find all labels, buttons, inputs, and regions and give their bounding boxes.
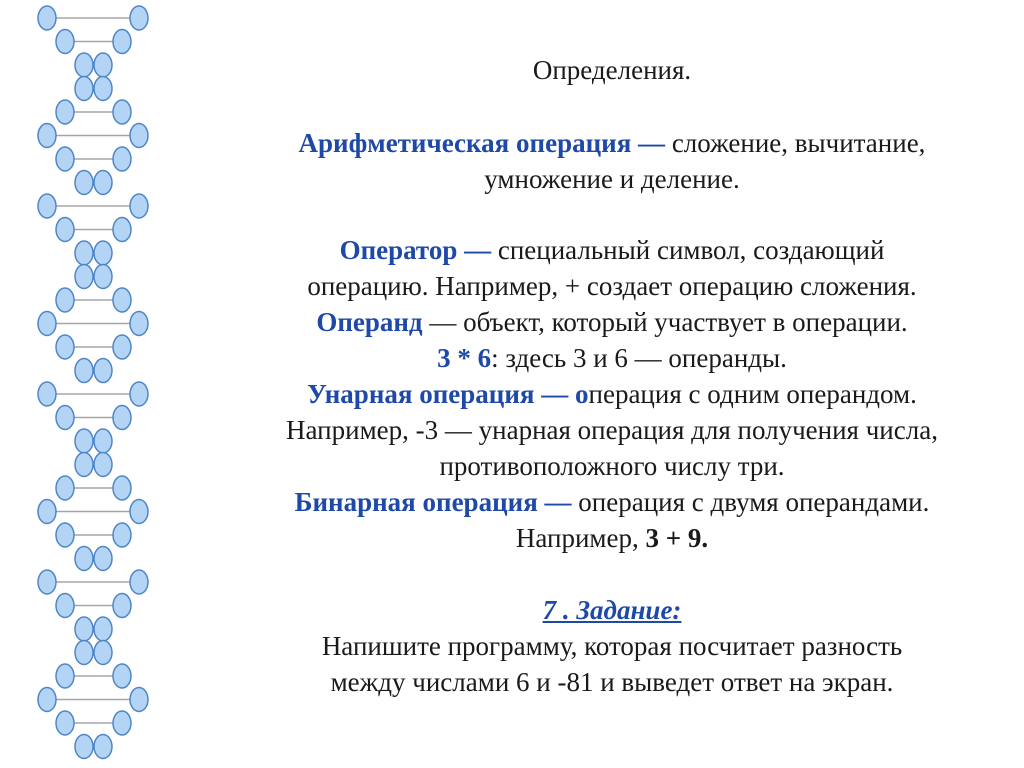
helix-node <box>56 30 74 54</box>
helix-node <box>75 735 93 759</box>
operand-example <box>200 340 1024 376</box>
task-title: 7 . Задание: <box>542 595 682 625</box>
helix-node <box>113 711 131 735</box>
helix-node <box>94 617 112 641</box>
helix-node <box>75 53 93 77</box>
unary-def-part1: перация с одним операндом. <box>588 379 917 409</box>
helix-node <box>94 241 112 265</box>
helix-node <box>56 288 74 312</box>
helix-node <box>130 312 148 336</box>
helix-node <box>75 359 93 383</box>
helix-node <box>94 77 112 101</box>
helix-node <box>75 641 93 665</box>
helix-node <box>94 641 112 665</box>
slide-heading: Определения. <box>532 55 692 85</box>
helix-node <box>130 500 148 524</box>
helix-node <box>56 147 74 171</box>
binary-term: Бинарная операция — <box>294 487 572 517</box>
helix-node <box>38 500 56 524</box>
helix-node <box>75 617 93 641</box>
unary-definition-line3: противоположного числу три. <box>439 451 785 481</box>
helix-node <box>94 429 112 453</box>
helix-node <box>94 359 112 383</box>
arith-term: Арифметическая операция — <box>298 128 666 158</box>
helix-node <box>113 476 131 500</box>
operator-definition-line1 <box>200 232 1024 268</box>
operand-term: Операнд <box>316 307 423 337</box>
binary-definition-line1 <box>200 484 1024 520</box>
slide-content <box>200 0 1024 768</box>
helix-node <box>130 6 148 30</box>
helix-node <box>38 194 56 218</box>
helix-node <box>75 241 93 265</box>
helix-node <box>94 735 112 759</box>
task-title-line <box>200 592 1024 628</box>
helix-node <box>56 218 74 242</box>
helix-node <box>56 594 74 618</box>
arith-definition-line1 <box>200 125 1024 161</box>
helix-node <box>130 124 148 148</box>
helix-node <box>113 30 131 54</box>
helix-node <box>38 688 56 712</box>
binary-definition-line2 <box>200 520 1024 556</box>
helix-node <box>130 382 148 406</box>
helix-node <box>113 288 131 312</box>
helix-node <box>56 406 74 430</box>
example-rest: : здесь 3 и 6 — операнды. <box>491 343 787 373</box>
operand-definition <box>200 304 1024 340</box>
helix-node <box>38 124 56 148</box>
helix-node <box>94 453 112 477</box>
helix-node <box>113 594 131 618</box>
helix-node <box>113 523 131 547</box>
unary-term: Унарная операция — о <box>307 379 589 409</box>
helix-node <box>38 382 56 406</box>
helix-node <box>56 100 74 124</box>
helix-node <box>56 664 74 688</box>
helix-node <box>56 335 74 359</box>
unary-definition-line1 <box>200 376 1024 412</box>
helix-node <box>75 171 93 195</box>
helix-node <box>113 406 131 430</box>
helix-node <box>75 265 93 289</box>
helix-node <box>130 570 148 594</box>
helix-node <box>94 53 112 77</box>
helix-node <box>75 429 93 453</box>
operator-term: Оператор — <box>339 235 492 265</box>
helix-node <box>113 218 131 242</box>
binary-def-part1: операция с двумя операндами. <box>571 487 930 517</box>
example-expression: 3 * 6 <box>437 343 492 373</box>
helix-node <box>113 335 131 359</box>
helix-node <box>113 100 131 124</box>
helix-node <box>38 570 56 594</box>
helix-node <box>113 664 131 688</box>
operator-def-part1: специальный символ, создающий <box>491 235 885 265</box>
dna-helix-decoration <box>0 0 170 768</box>
arith-definition-line2: умножение и деление. <box>484 164 740 194</box>
helix-node <box>75 547 93 571</box>
task-line1: Напишите программу, которая посчитает разность <box>321 631 903 661</box>
helix-node <box>38 312 56 336</box>
helix-node <box>130 194 148 218</box>
arith-def-part1: сложение, вычитание, <box>665 128 926 158</box>
helix-node <box>56 523 74 547</box>
helix-node <box>94 265 112 289</box>
helix-node <box>56 476 74 500</box>
helix-node <box>56 711 74 735</box>
operator-definition-line2: операцию. Например, + создает операцию сложения. <box>307 271 917 301</box>
helix-node <box>38 6 56 30</box>
helix-node <box>75 453 93 477</box>
helix-node <box>113 147 131 171</box>
helix-node <box>94 171 112 195</box>
helix-node <box>94 547 112 571</box>
binary-example-prefix: Например, <box>515 523 646 553</box>
operand-def: — объект, который участвует в операции. <box>422 307 908 337</box>
helix-node <box>130 688 148 712</box>
unary-definition-line2: Например, -3 — унарная операция для получения числа, <box>286 415 938 445</box>
task-line2: между числами 6 и -81 и выведет ответ на экран. <box>330 667 894 697</box>
helix-node <box>75 77 93 101</box>
binary-example-expression: 3 + 9. <box>645 523 709 553</box>
